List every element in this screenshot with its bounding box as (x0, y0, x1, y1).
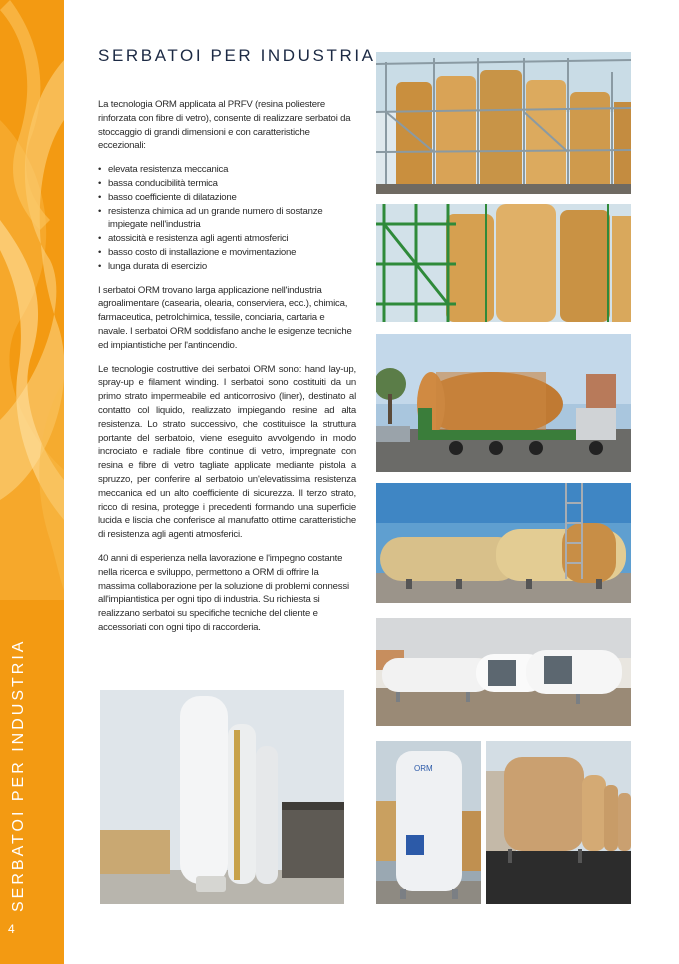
photo-tanks-scaffolding (376, 52, 631, 194)
list-item: • basso costo di installazione e movimentazione (98, 246, 356, 260)
photo-tanks-green-walkway (376, 204, 631, 322)
photo-white-tanks (376, 618, 631, 726)
tank-logo-text: ORM (414, 764, 433, 773)
experience-paragraph: 40 anni di esperienza nella lavorazione e l'impegno costante nella ricerca e sviluppo, permettono a ORM di offrire la massima collaborazione per la soluzione di problemi connessi all'impiantistica per ogni tipo di industria. Su richiesta si realizzano serbatoi su specifiche tecniche del cliente e accessoriati con ogni tipo di raccorderia. (98, 552, 349, 633)
construction-paragraph: Le tecnologie costruttive dei serbatoi ORM sono: hand lay-up, spray-up e filament winding. I serbatoi sono costituiti da un primo strato impermeabile ed anticorrosivo (liner), destinato al contatto col liquido, realizzato impiegando resine ad alta resistenza. Lo strato successivo, che costituisce la struttura portante del serbatoio, viene eseguito avvolgendo in modo incrociato e radiale fibre continue di vetro, impregnate con resina e fibre di vetro tagliate applicate mediante pistola a spruzzo, per conferire al serbatoio un'elevatissima resistenza meccanica ed un alto coefficiente di sicurezza. Il terzo strato, ricco di resina, protegge i precedenti formando una superficie lucida e liscia che conferisce al manufatto ottime caratteristiche di resistenza agli agenti atmosferici. (98, 363, 356, 541)
applications-paragraph: I serbatoi ORM trovano larga applicazione nell'industria agroalimentare (casearia, olearia, conserviera, ecc.), chimica, farmaceutica, petrolchimica, tessile, conciaria, cartaria e navale. I serbatoi ORM soddisfano anche le esigenze tecniche ed impiantistiche per l'antincendio. (98, 284, 352, 351)
decorative-swirl (0, 0, 64, 600)
feature-list (98, 163, 356, 273)
intro-paragraph: La tecnologia ORM applicata al PRFV (resina poliestere rinforzata con fibre di vetro), consente di realizzare serbatoi da stoccaggio di grandi dimensioni e con caratteristiche eccezionali: (98, 99, 351, 152)
photo-orm-tank (376, 741, 481, 904)
list-item: • atossicità e resistenza agli agenti atmosferici (98, 232, 356, 246)
page-title: SERBATOI PER INDUSTRIA (98, 46, 376, 65)
page-number: 4 (8, 922, 15, 936)
list-item: • resistenza chimica ad un grande numero di sostanze impiegate nell'industria (98, 205, 356, 233)
body-text (98, 98, 356, 645)
sidebar-title: SERBATOI PER INDUSTRIA (10, 638, 27, 912)
list-item: • lunga durata di esercizio (98, 260, 356, 274)
photo-horizontal-tanks (376, 483, 631, 603)
list-item: • bassa conducibilità termica (98, 177, 356, 191)
photo-fiberglass-tanks-row (486, 741, 631, 904)
list-item: • elevata resistenza meccanica (98, 163, 356, 177)
photo-vertical-white-tanks (100, 690, 344, 904)
list-item: • basso coefficiente di dilatazione (98, 191, 356, 205)
photo-tank-transport (376, 334, 631, 472)
